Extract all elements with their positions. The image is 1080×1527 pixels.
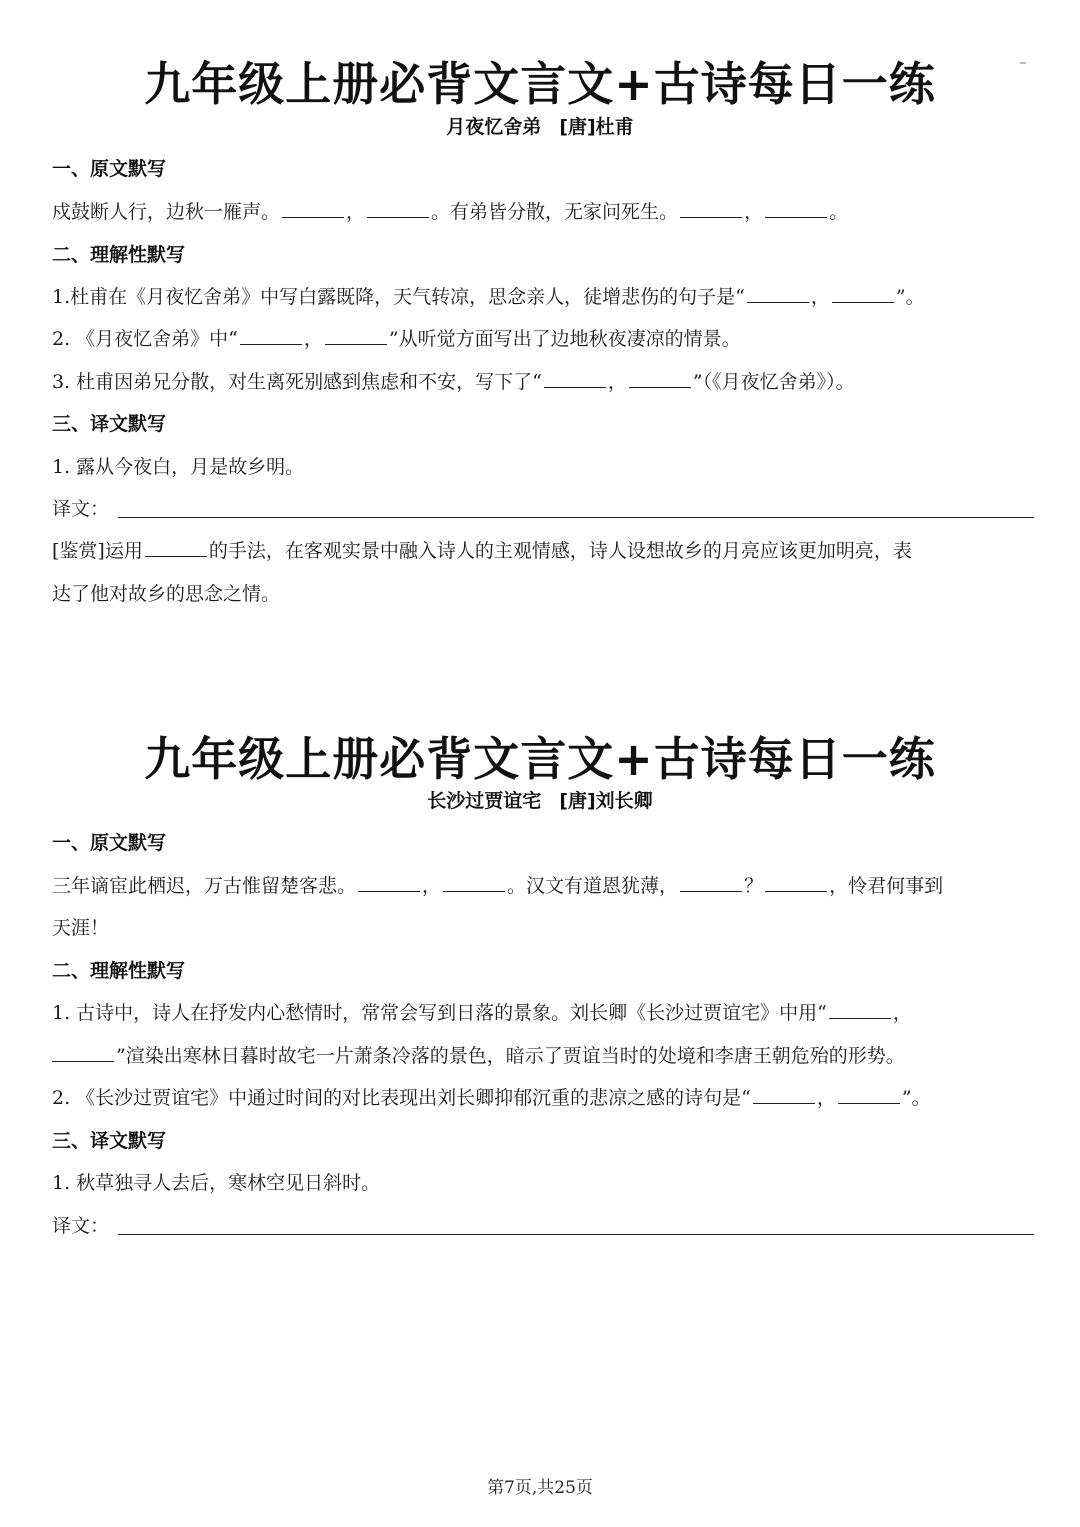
answer-blank[interactable] (629, 369, 691, 388)
answer-blank[interactable] (325, 326, 387, 345)
worksheet2-question-2: 2. 《长沙过贾谊宅》中通过时间的对比表现出刘长卿抑郁沉重的悲凉之感的诗句是“ ， ”。 (52, 1087, 931, 1109)
worksheet1-poem-heading (0, 114, 1080, 140)
answer-blank[interactable] (282, 199, 344, 218)
answer-blank[interactable] (829, 1000, 891, 1019)
translation-label: 译文： (52, 498, 110, 520)
translation-answer-line[interactable] (118, 517, 1034, 518)
translation-label: 译文： (52, 1215, 110, 1237)
worksheet1-question-2: 2. 《月夜忆舍弟》中“ ， ”从听觉方面写出了边地秋夜凄凉的情景。 (52, 328, 741, 350)
worksheet2-section-3: 三、译文默写 (52, 1130, 167, 1152)
worksheet1-translate-line: 1. 露从今夜白，月是故乡明。 (52, 456, 305, 478)
worksheet1-section-2: 二、理解性默写 (52, 244, 186, 266)
worksheet1-appreciation: [鉴赏]运用 的手法，在客观实景中融入诗人的主观情感，诗人设想故乡的月亮应该更加明亮，表 (52, 540, 912, 562)
worksheet2-poem-heading (0, 788, 1080, 814)
answer-blank[interactable] (753, 1085, 815, 1104)
worksheet2-recite-line2: 天涯！ (52, 917, 110, 939)
answer-blank[interactable] (832, 284, 894, 303)
answer-blank[interactable] (443, 873, 505, 892)
worksheet2-translate-line: 1. 秋草独寻人去后，寒林空见日斜时。 (52, 1172, 381, 1194)
worksheet1-title: 九年级上册必背文言文+古诗每日一练 (144, 57, 936, 111)
answer-blank[interactable] (838, 1085, 900, 1104)
answer-blank[interactable] (747, 284, 809, 303)
worksheet1-recite-line: 戍鼓断人行，边秋一雁声。 ， 。有弟皆分散，无家问死生。 ， 。 (52, 201, 849, 223)
worksheet1-question-3: 3. 杜甫因弟兄分散，对生离死别感到焦虑和不安，写下了“ ， ”（《月夜忆舍弟》）。 (52, 371, 855, 393)
page-number: 第7页,共25页 (487, 1478, 593, 1498)
poem-title: 长沙过贾谊宅 (427, 790, 542, 812)
worksheet1-appreciation-line2: 达了他对故乡的思念之情。 (52, 583, 281, 605)
worksheet2-question-1-line2: ”渲染出寒林日暮时故宅一片萧条冷落的景色，暗示了贾谊当时的处境和李唐王朝危殆的形势。 (52, 1043, 1037, 1069)
worksheet2-section-2: 二、理解性默写 (52, 960, 186, 982)
answer-blank[interactable] (358, 873, 420, 892)
answer-blank[interactable] (52, 1043, 114, 1062)
answer-blank[interactable] (240, 326, 302, 345)
answer-blank[interactable] (680, 873, 742, 892)
worksheet1-section-1: 一、原文默写 (52, 158, 167, 180)
worksheet1-translation-row (52, 496, 1034, 522)
poem-author: [唐]刘长卿 (559, 790, 653, 812)
answer-blank[interactable] (680, 199, 742, 218)
answer-blank[interactable] (544, 369, 606, 388)
worksheet2-title: 九年级上册必背文言文+古诗每日一练 (144, 732, 936, 786)
poem-author: [唐]杜甫 (559, 116, 634, 138)
answer-blank[interactable] (765, 199, 827, 218)
answer-blank[interactable] (765, 873, 827, 892)
worksheet1-section-3: 三、译文默写 (52, 413, 167, 435)
worksheet2-question-1: 1. 古诗中，诗人在抒发内心愁情时，常常会写到日落的景象。刘长卿《长沙过贾谊宅》中用“ ， (52, 1002, 912, 1024)
worksheet2-recite-line: 三年谪宦此栖迟，万古惟留楚客悲。 ， 。汉文有道恩犹薄， ？ ，怜君何事到 (52, 875, 944, 897)
answer-blank[interactable] (367, 199, 429, 218)
worksheet2-section-1: 一、原文默写 (52, 832, 167, 854)
translation-answer-line[interactable] (118, 1234, 1034, 1235)
worksheet2-translation-row (52, 1213, 1034, 1239)
answer-blank[interactable] (145, 538, 207, 557)
poem-title: 月夜忆舍弟 (446, 116, 542, 138)
worksheet1-question-1: 1.杜甫在《月夜忆舍弟》中写白露既降，天气转凉，思念亲人，徒增悲伤的句子是“ ， ”。 (52, 286, 925, 308)
